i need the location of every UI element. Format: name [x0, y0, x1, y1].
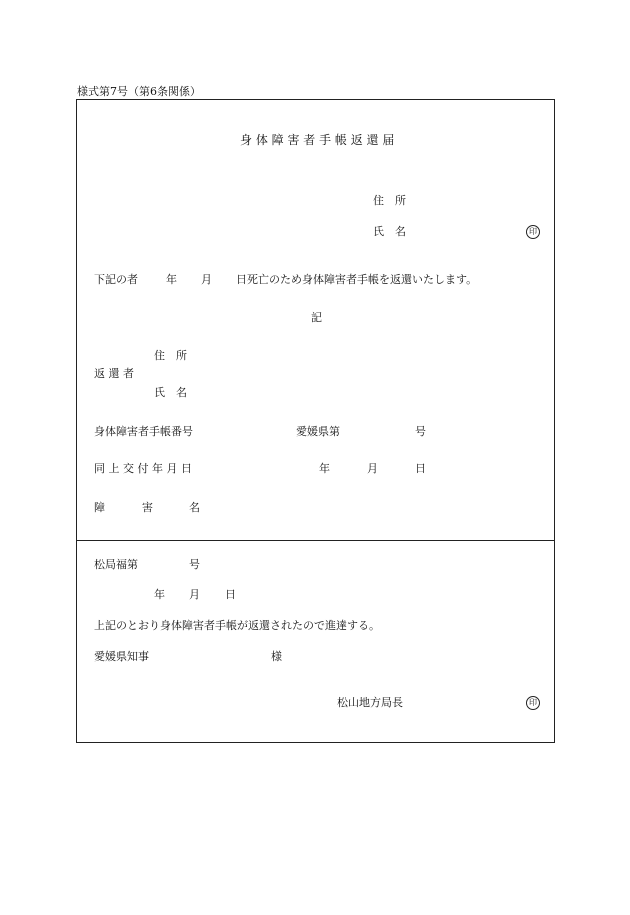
- certificate-number-prefix: 愛媛県第: [296, 425, 340, 438]
- returner-label: 返 還 者: [94, 367, 134, 380]
- applicant-address-label: 住 所: [373, 194, 406, 207]
- form-frame: [76, 99, 555, 743]
- office-date-month: 月: [189, 588, 200, 601]
- certificate-number-label: 身体障害者手帳番号: [94, 425, 193, 438]
- certificate-number-suffix: 号: [415, 425, 426, 438]
- issue-date-year: 年: [319, 462, 330, 475]
- disability-name-char2: 害: [142, 501, 153, 514]
- office-recipient: 愛媛県知事: [94, 650, 149, 663]
- ki-heading: 記: [311, 311, 322, 324]
- form-title: 身 体 障 害 者 手 帳 返 還 届: [240, 133, 395, 147]
- statement-suffix: 日死亡のため身体障害者手帳を返還いたします。: [236, 273, 478, 286]
- applicant-name-label: 氏 名: [373, 225, 406, 238]
- office-honorific: 様: [271, 650, 282, 663]
- office-number-prefix: 松局福第: [94, 558, 138, 571]
- statement-year-unit: 年: [166, 273, 177, 286]
- statement-prefix: 下記の者: [94, 273, 138, 286]
- issue-date-month: 月: [367, 462, 378, 475]
- issue-date-day: 日: [415, 462, 426, 475]
- returner-name-label: 氏 名: [154, 386, 187, 399]
- issue-date-label: 同 上 交 付 年 月 日: [94, 462, 192, 475]
- section-divider: [76, 540, 555, 541]
- office-sender: 松山地方局長: [337, 696, 403, 709]
- office-seal: 印: [526, 696, 540, 710]
- statement-month-unit: 月: [201, 273, 212, 286]
- office-date-day: 日: [225, 588, 236, 601]
- returner-address-label: 住 所: [154, 349, 187, 362]
- form-number: 様式第7号（第6条関係）: [77, 85, 201, 98]
- disability-name-char1: 障: [94, 501, 105, 514]
- office-number-suffix: 号: [189, 558, 200, 571]
- office-date-year: 年: [154, 588, 165, 601]
- disability-name-char3: 名: [189, 501, 200, 514]
- applicant-seal: 印: [526, 225, 540, 239]
- office-message: 上記のとおり身体障害者手帳が返還されたので進達する。: [94, 619, 380, 632]
